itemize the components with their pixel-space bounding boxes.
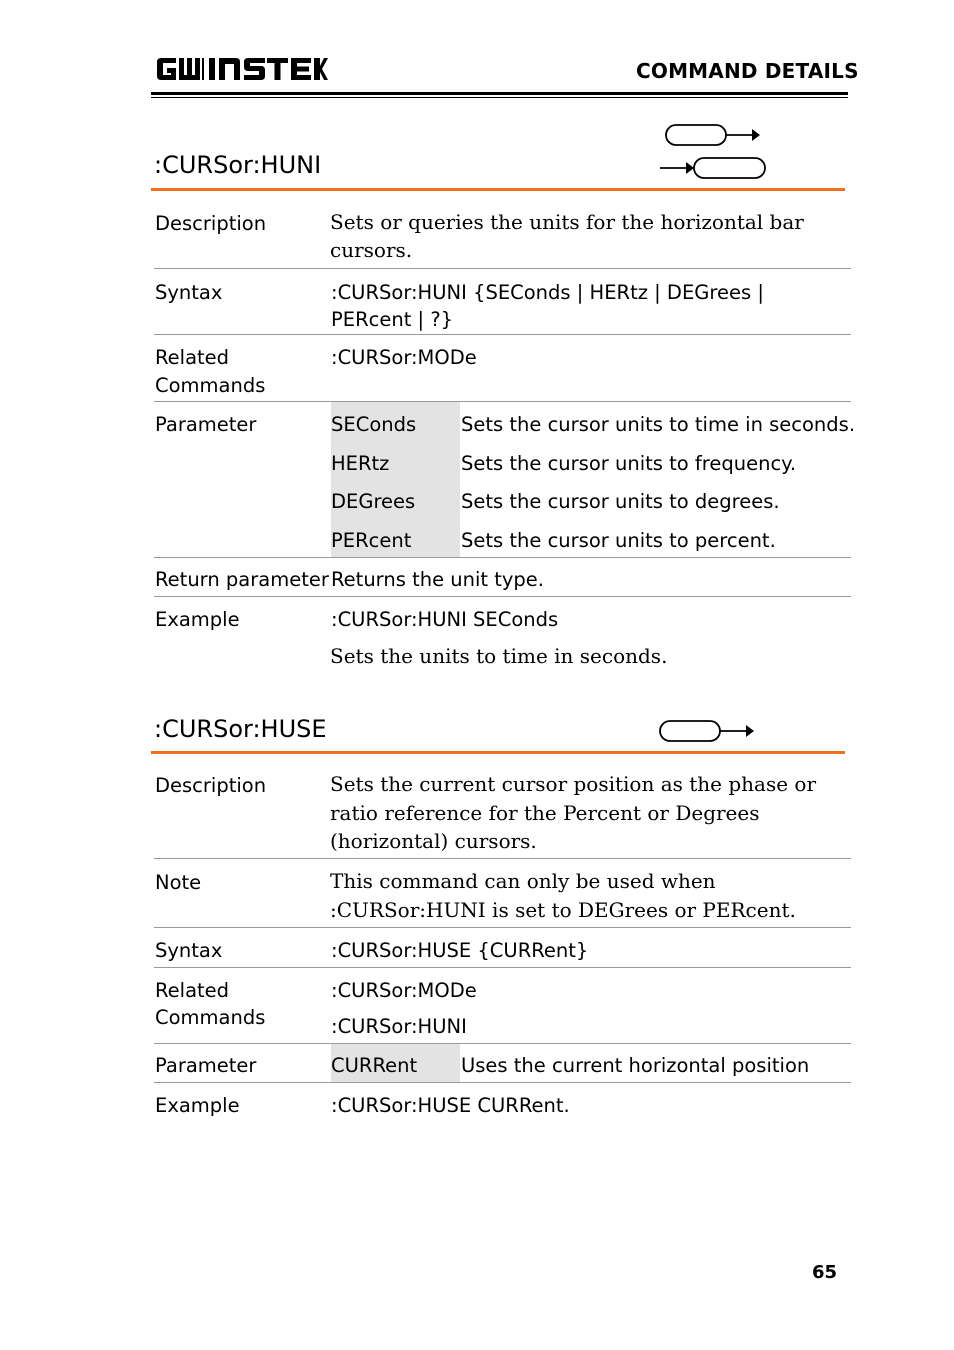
description-line-2: ratio reference for the Percent or Degrees: [330, 801, 760, 825]
note-line-1: This command can only be used when: [330, 869, 716, 893]
row-divider: [154, 1082, 851, 1083]
description-label: Description: [155, 774, 267, 797]
title-underline: [151, 751, 845, 754]
page-number: 65: [812, 1262, 838, 1283]
set-icon: [658, 719, 756, 743]
syntax-label: Syntax: [155, 281, 223, 304]
example-description: Sets the units to time in seconds.: [330, 644, 668, 668]
parameter-desc: Sets the cursor units to frequency.: [461, 452, 797, 475]
row-divider: [154, 1043, 851, 1044]
parameter-name: CURRent: [331, 1054, 418, 1077]
parameter-desc: Uses the current horizontal position: [461, 1054, 810, 1077]
row-divider: [154, 858, 851, 859]
related-command: :CURSor:HUNI: [331, 1015, 467, 1038]
description-line-1: Sets the current cursor position as the phase or: [330, 772, 817, 796]
row-divider: [154, 401, 851, 402]
return-parameter-value: Returns the unit type.: [331, 568, 545, 591]
row-divider: [154, 967, 851, 968]
related-label-line-1: Related: [155, 979, 230, 1002]
syntax-label: Syntax: [155, 939, 223, 962]
row-divider: [154, 268, 851, 269]
description-line-3: (horizontal) cursors.: [330, 829, 537, 853]
query-icon: [660, 156, 768, 180]
syntax-line-1: :CURSor:HUNI {SEConds | HERtz | DEGrees |: [331, 281, 764, 304]
parameter-name: HERtz: [331, 452, 390, 475]
related-command: :CURSor:MODe: [331, 346, 477, 369]
note-line-2: :CURSor:HUNI is set to DEGrees or PERcent.: [330, 898, 796, 922]
parameter-desc: Sets the cursor units to time in seconds.: [461, 413, 856, 436]
example-command: :CURSor:HUSE CURRent.: [331, 1094, 570, 1117]
parameter-name: SEConds: [331, 413, 417, 436]
related-label-line-2: Commands: [155, 1006, 266, 1029]
parameter-desc: Sets the cursor units to percent.: [461, 529, 776, 552]
row-divider: [154, 557, 851, 558]
return-parameter-label: Return parameter: [155, 568, 329, 591]
row-divider: [154, 596, 851, 597]
related-label-line-1: Related: [155, 346, 230, 369]
title-underline: [151, 188, 845, 191]
related-label-line-2: Commands: [155, 374, 266, 397]
example-label: Example: [155, 608, 240, 631]
parameter-name: PERcent: [331, 529, 412, 552]
example-label: Example: [155, 1094, 240, 1117]
description-label: Description: [155, 212, 267, 235]
row-divider: [154, 927, 851, 928]
parameter-label: Parameter: [155, 413, 257, 436]
note-label: Note: [155, 871, 202, 894]
description-line-1: Sets or queries the units for the horizontal bar: [330, 210, 804, 234]
command-title-huni: :CURSor:HUNI: [154, 151, 322, 179]
syntax-line-2: PERcent | ?}: [331, 308, 454, 331]
header-rule: [151, 92, 848, 95]
parameter-desc: Sets the cursor units to degrees.: [461, 490, 780, 513]
example-command: :CURSor:HUNI SEConds: [331, 608, 559, 631]
related-command: :CURSor:MODe: [331, 979, 477, 1002]
description-line-2: cursors.: [330, 238, 413, 262]
command-title-huse: :CURSor:HUSE: [154, 715, 327, 743]
parameter-name: DEGrees: [331, 490, 416, 513]
syntax-value: :CURSor:HUSE {CURRent}: [331, 939, 589, 962]
header-rule-thin: [151, 97, 848, 98]
set-icon: [664, 123, 762, 147]
row-divider: [154, 334, 851, 335]
gw-instek-logo: [156, 56, 328, 82]
section-label: COMMAND DETAILS: [636, 59, 859, 83]
parameter-label: Parameter: [155, 1054, 257, 1077]
